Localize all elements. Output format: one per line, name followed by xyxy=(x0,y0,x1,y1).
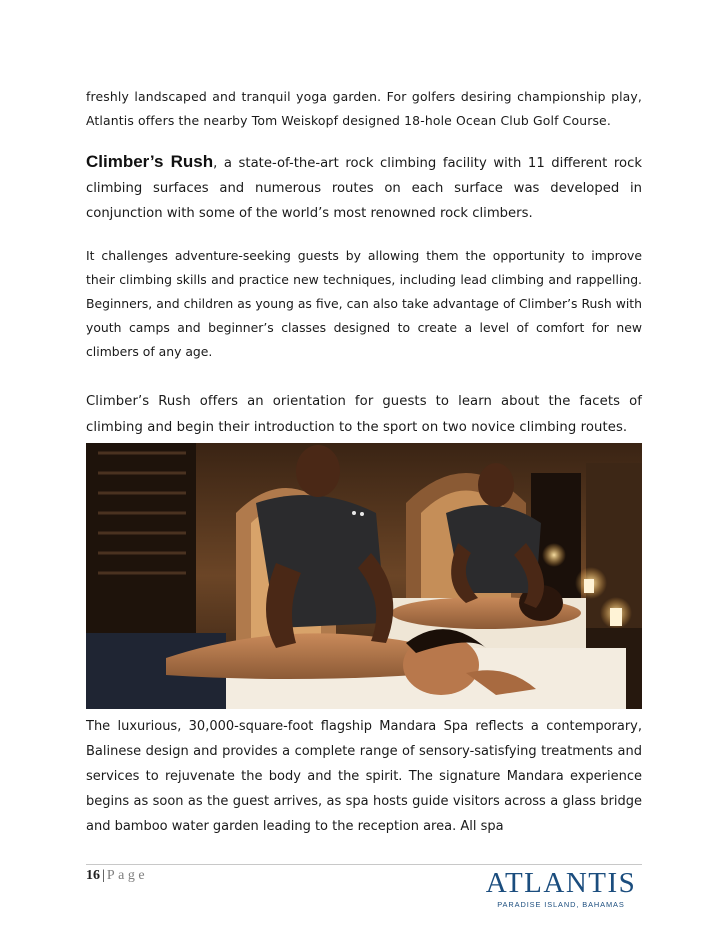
climbers-rush-text: , a state-of-the-art rock climbing facility with 11 different rock climbing surfaces and numerous routes on each surface was developed in conjunction with some of the world’s most renowned rock climbers. xyxy=(86,156,642,221)
page-separator: | xyxy=(102,868,105,883)
page-number xyxy=(86,868,148,884)
paragraph-golf: freshly landscaped and tranquil yoga garden. For golfers desiring championship play, Atlantis offers the nearby Tom Weiskopf designed 18-hole Ocean Club Golf Course. xyxy=(86,89,642,128)
spa-massage-photo xyxy=(86,443,642,709)
logo-name: ATLANTIS xyxy=(485,867,637,899)
atlantis-logo xyxy=(476,868,646,914)
page-label: Page xyxy=(106,868,149,883)
paragraph-challenges: It challenges adventure-seeking guests by allowing them the opportunity to improve their climbing skills and practice new techniques, including lead climbing and rappelling. Beginners, and children as young as five, can also take advantage of Climber’s Rush with youth camps and beginner’s classes designed to create a level of comfort for new climbers of any age. xyxy=(86,248,642,359)
paragraph-mandara-spa: The luxurious, 30,000-square-foot flagship Mandara Spa reflects a contemporary, Balinese design and provides a complete range of sensory-satisfying treatments and services to rejuvenate the body and the spirit. The signature Mandara experience begins as soon as the guest arrives, as spa hosts guide visitors across a glass bridge and bamboo water garden leading to the reception area. All spa xyxy=(86,719,642,834)
paragraph-orientation: Climber’s Rush offers an orientation for guests to learn about the facets of climbing and begin their introduction to the sport on two novice climbing routes. xyxy=(86,394,642,435)
footer-divider xyxy=(86,864,642,865)
climbers-rush-heading: Climber’s Rush xyxy=(86,152,214,171)
paragraph-climbers-rush xyxy=(86,149,642,226)
page-number-value: 16 xyxy=(86,868,100,883)
logo-subtitle: PARADISE ISLAND, BAHAMAS xyxy=(497,900,625,909)
